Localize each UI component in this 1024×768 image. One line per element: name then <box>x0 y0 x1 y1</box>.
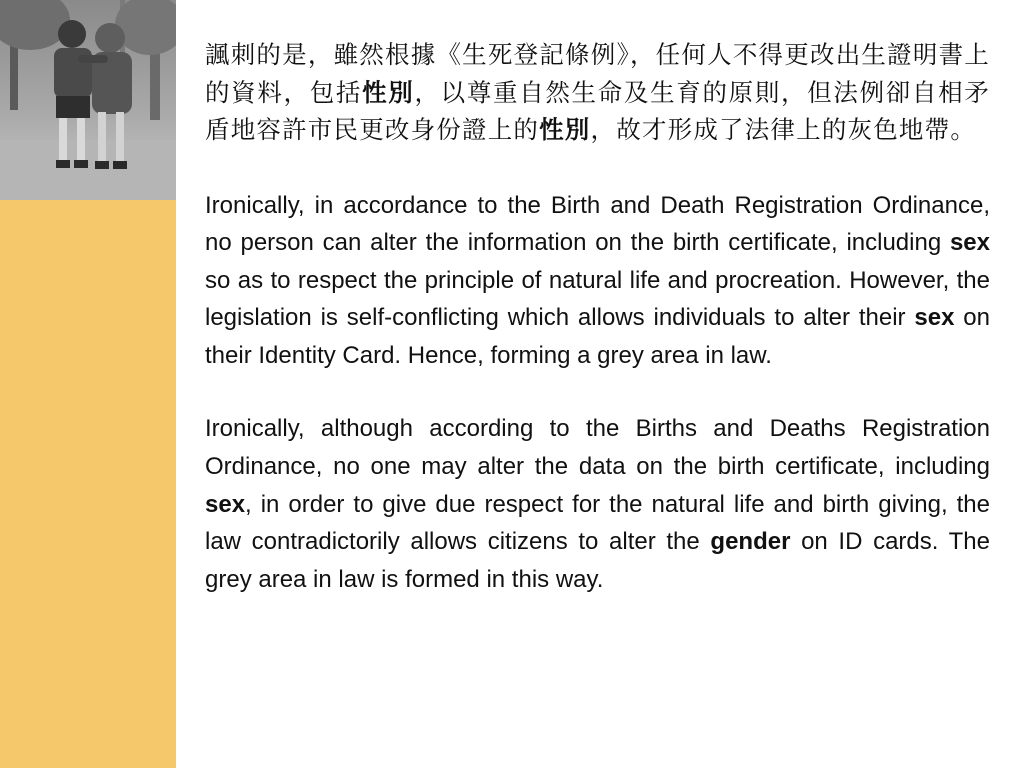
zh-bold-sex-1: 性別 <box>362 77 415 107</box>
decorative-sidebar <box>0 0 176 768</box>
english-paragraph-1 <box>205 187 990 375</box>
en2-text-2: , in order to give due respect for the natural life and birth giving, the law contradictorily allows citizens to alter the <box>205 490 990 556</box>
en2-text-3: on ID cards. The grey area in law is formed in this way. <box>205 528 990 593</box>
chinese-paragraph <box>205 36 990 149</box>
zh-bold-sex-2: 性別 <box>539 115 591 144</box>
en1-text-3: on their Identity Card. Hence, forming a grey area in law. <box>205 304 990 369</box>
zh-text-3: ，故才形成了法律上的灰色地帶。 <box>590 115 977 144</box>
en1-text-1: Ironically, in accordance to the Birth and Death Registration Ordinance, no person can alter the information on the birth certificate, including <box>205 191 990 257</box>
children-walking-photo <box>0 0 176 200</box>
zh-text-2: ，以尊重自然生命及生育的原則，但法例卻自相矛盾地容許市民更改身份證上的 <box>205 77 990 144</box>
text-content <box>205 36 990 598</box>
en2-bold-sex: sex <box>205 490 246 518</box>
zh-text-1: 諷刺的是，雖然根據《生死登記條例》，任何人不得更改出生證明書上的資料，包括 <box>205 40 990 107</box>
english-paragraph-2 <box>205 410 990 598</box>
en1-text-2: so as to respect the principle of natural life and procreation. However, the legislation is self-conflicting which allows individuals to alter their <box>205 266 990 332</box>
en1-bold-sex-1: sex <box>949 229 990 257</box>
en2-bold-gender: gender <box>710 528 791 556</box>
en1-bold-sex-2: sex <box>914 304 955 332</box>
en2-text-1: Ironically, although according to the Births and Deaths Registration Ordinance, no one may alter the data on the birth certificate, including <box>205 415 990 481</box>
